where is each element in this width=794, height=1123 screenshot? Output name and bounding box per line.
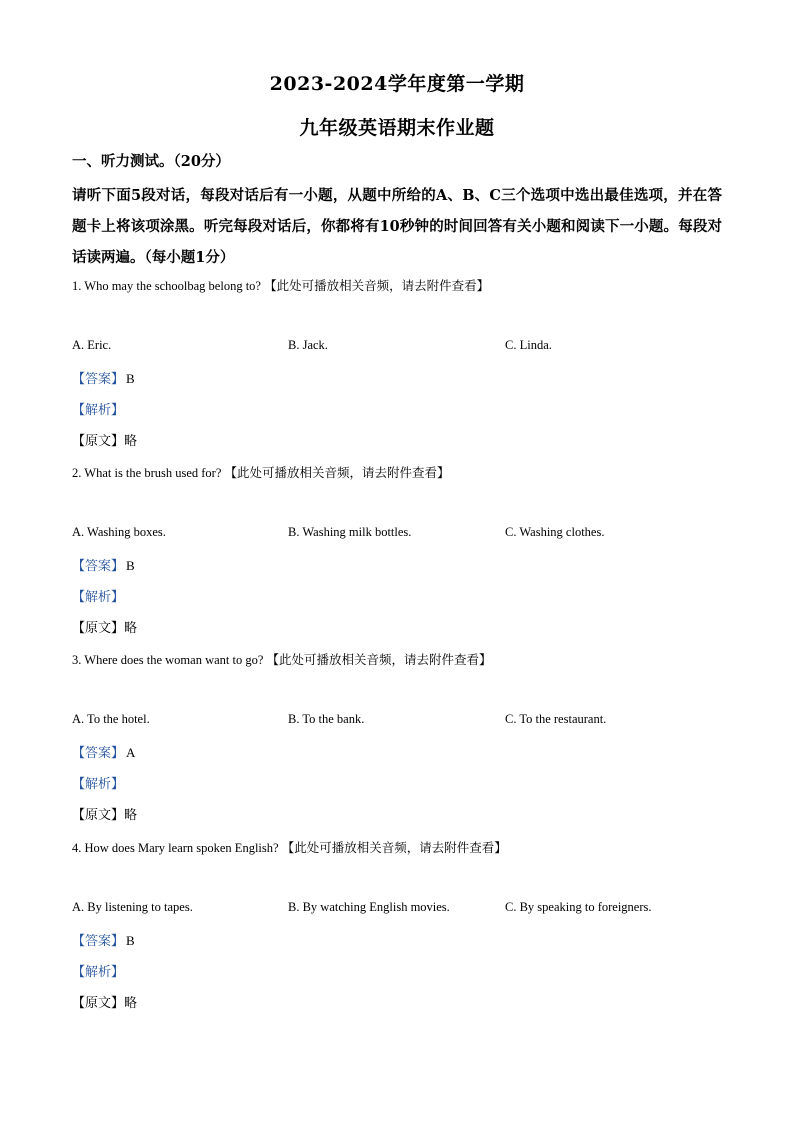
answer-value: A [126, 745, 136, 760]
answer-value: B [126, 558, 135, 573]
question-prompt: 2. What is the brush used for? [72, 466, 222, 480]
analysis-row [72, 586, 124, 605]
option-c: C. Washing clothes. [505, 525, 605, 539]
original-value: 略 [124, 434, 138, 449]
question-text [72, 838, 507, 856]
audio-note[interactable]: 【此处可播放相关音频，请去附件查看】 [266, 652, 492, 667]
answer-label: 【答案】 [72, 934, 125, 949]
answer-row [72, 930, 135, 949]
option-c: C. By speaking to foreigners. [505, 900, 652, 914]
original-row [72, 430, 137, 449]
answer-label: 【答案】 [72, 372, 125, 387]
option-c: C. To the restaurant. [505, 712, 607, 726]
answer-row [72, 742, 135, 761]
original-value: 略 [124, 996, 138, 1011]
question-block [0, 650, 794, 840]
answer-row [72, 555, 135, 574]
document-subtitle: 九年级英语期末作业题 [299, 117, 495, 139]
analysis-label: 【解析】 [72, 965, 125, 980]
audio-note[interactable]: 【此处可播放相关音频，请去附件查看】 [281, 840, 507, 855]
original-label: 【原文】 [72, 808, 125, 823]
option-b: B. Washing milk bottles. [288, 525, 412, 539]
analysis-label: 【解析】 [72, 777, 125, 792]
analysis-row [72, 961, 124, 980]
original-row [72, 804, 137, 823]
original-value: 略 [124, 621, 138, 636]
question-text [72, 463, 450, 481]
answer-label: 【答案】 [72, 559, 125, 574]
option-a: A. Washing boxes. [72, 525, 166, 539]
option-c: C. Linda. [505, 338, 552, 352]
question-block [0, 463, 794, 653]
analysis-row [72, 773, 124, 792]
answer-value: B [126, 933, 135, 948]
original-row [72, 992, 137, 1011]
audio-note[interactable]: 【此处可播放相关音频，请去附件查看】 [224, 465, 450, 480]
question-prompt: 1. Who may the schoolbag belong to? [72, 279, 261, 293]
option-a: A. Eric. [72, 338, 112, 352]
original-label: 【原文】 [72, 996, 125, 1011]
option-b: B. By watching English movies. [288, 900, 450, 914]
option-a: A. By listening to tapes. [72, 900, 193, 914]
audio-note[interactable]: 【此处可播放相关音频，请去附件查看】 [264, 278, 490, 293]
section-heading: 一、听力测试。（20分） [72, 153, 230, 170]
original-label: 【原文】 [72, 434, 125, 449]
answer-label: 【答案】 [72, 746, 125, 761]
analysis-row [72, 399, 124, 418]
document-title: 2023-2024学年度第一学期 [269, 73, 525, 95]
analysis-label: 【解析】 [72, 403, 125, 418]
answer-value: B [126, 371, 135, 386]
question-block [0, 838, 794, 1028]
question-prompt: 3. Where does the woman want to go? [72, 653, 264, 667]
question-text [72, 650, 492, 668]
option-a: A. To the hotel. [72, 712, 150, 726]
original-value: 略 [124, 808, 138, 823]
question-text [72, 276, 489, 294]
original-label: 【原文】 [72, 621, 125, 636]
question-block [0, 276, 794, 466]
original-row [72, 617, 137, 636]
section-instructions: 请听下面5段对话，每段对话后有一小题，从题中所给的A、B、C三个选项中选出最佳选项，并在答题卡上将该项涂黑。听完每段对话后，你都将有10秒钟的时间回答有关小题和阅读下一小题。每段对话读两遍。（每小题1分） [72, 187, 722, 266]
answer-row [72, 368, 135, 387]
option-b: B. Jack. [288, 338, 328, 352]
analysis-label: 【解析】 [72, 590, 125, 605]
question-prompt: 4. How does Mary learn spoken English? [72, 841, 279, 855]
option-b: B. To the bank. [288, 712, 365, 726]
